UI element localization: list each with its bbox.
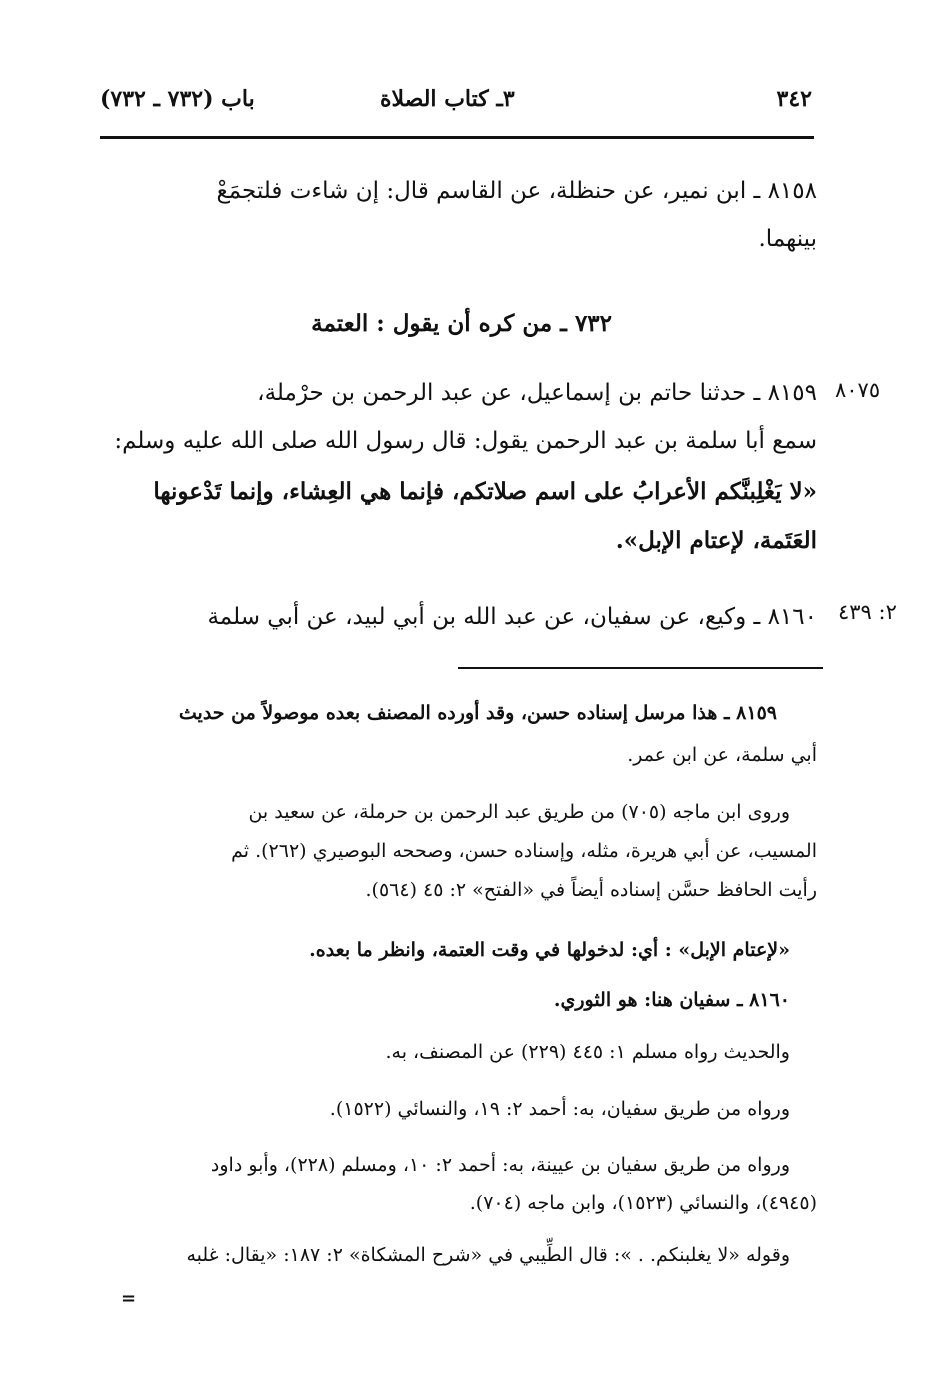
- footnote-sufyan: ورواه من طريق سفيان، به: أحمد ٢: ١٩، والنسائي (١٥٢٢).: [329, 1098, 790, 1120]
- hadith-8158-line-1: ٨١٥٨ ـ ابن نمير، عن حنظلة، عن القاسم قال: إن شاءت فلتجمَعْ: [216, 178, 817, 204]
- footnote-ibn-majah-line-2: المسيب، عن أبي هريرة، مثله، وإسناده حسن، وصححه البوصيري (٢٦٢). ثم: [231, 840, 817, 862]
- footnote-8159-line-2: أبي سلمة، عن ابن عمر.: [627, 744, 817, 766]
- hadith-8158-line-2: بينهما.: [758, 226, 817, 252]
- margin-ref-8075: ٨٠٧٥: [835, 378, 881, 402]
- footnote-tibi: وقوله «لا يغلبنكم. . »: قال الطِّيبي في «شرح المشكاة» ٢: ١٨٧: «يقال: غلبه: [186, 1244, 790, 1266]
- hadith-8159-line-3: «لا يَغْلِبنَّكم الأعرابُ على اسم صلاتكم، فإنما هي العِشاء، وإنما تَدْعونها: [153, 478, 817, 505]
- page-number: ٣٤٢: [776, 86, 812, 112]
- continuation-mark: =: [121, 1288, 137, 1309]
- footnote-ibn-uyayna-line-2: (٤٩٤٥)، والنسائي (١٥٢٣)، وابن ماجه (٧٠٤).: [469, 1192, 817, 1214]
- footnote-ibn-uyayna-line-1: ورواه من طريق سفيان بن عيينة، به: أحمد ٢: ١٠، ومسلم (٢٢٨)، وأبو داود: [210, 1154, 790, 1176]
- chapter-range: باب (٧٣٢ ـ ٧٣٢): [100, 86, 255, 112]
- book-title: ٣ـ كتاب الصلاة: [380, 86, 515, 112]
- running-header: [100, 86, 812, 126]
- hadith-8160-line-1: ٨١٦٠ ـ وكيع، عن سفيان، عن عبد الله بن أبي لبيد، عن أبي سلمة: [207, 604, 817, 630]
- footnote-8159-line-1: ٨١٥٩ ـ هذا مرسل إسناده حسن، وقد أورده المصنف بعده موصولاً من حديث: [178, 702, 777, 724]
- footnote-divider: [458, 667, 823, 669]
- header-divider: [100, 136, 814, 139]
- section-title: ٧٣٢ ـ من كره أن يقول : العتمة: [311, 310, 612, 337]
- hadith-8159-line-2: سمع أبا سلمة بن عبد الرحمن يقول: قال رسول الله صلى الله عليه وسلم:: [114, 428, 817, 454]
- margin-ref-2-439: ٢: ٤٣٩: [838, 600, 897, 624]
- hadith-8159-line-1: ٨١٥٩ ـ حدثنا حاتم بن إسماعيل، عن عبد الرحمن بن حرْملة،: [257, 380, 817, 406]
- hadith-8159-line-4: العَتَمة، لإعتام الإبل».: [615, 527, 817, 554]
- footnote-8160: ٨١٦٠ ـ سفيان هنا: هو الثوري.: [553, 989, 790, 1011]
- footnote-itam-al-ibil: «لإعتام الإبل» : أي: لدخولها في وقت العتمة، وانظر ما بعده.: [309, 939, 790, 961]
- footnote-ibn-majah-line-3: رأيت الحافظ حسَّن إسناده أيضاً في «الفتح» ٢: ٤٥ (٥٦٤).: [365, 879, 817, 901]
- footnote-muslim: والحديث رواه مسلم ١: ٤٤٥ (٢٢٩) عن المصنف، به.: [385, 1041, 790, 1063]
- footnote-ibn-majah-line-1: وروى ابن ماجه (٧٠٥) من طريق عبد الرحمن بن حرملة، عن سعيد بن: [248, 801, 790, 823]
